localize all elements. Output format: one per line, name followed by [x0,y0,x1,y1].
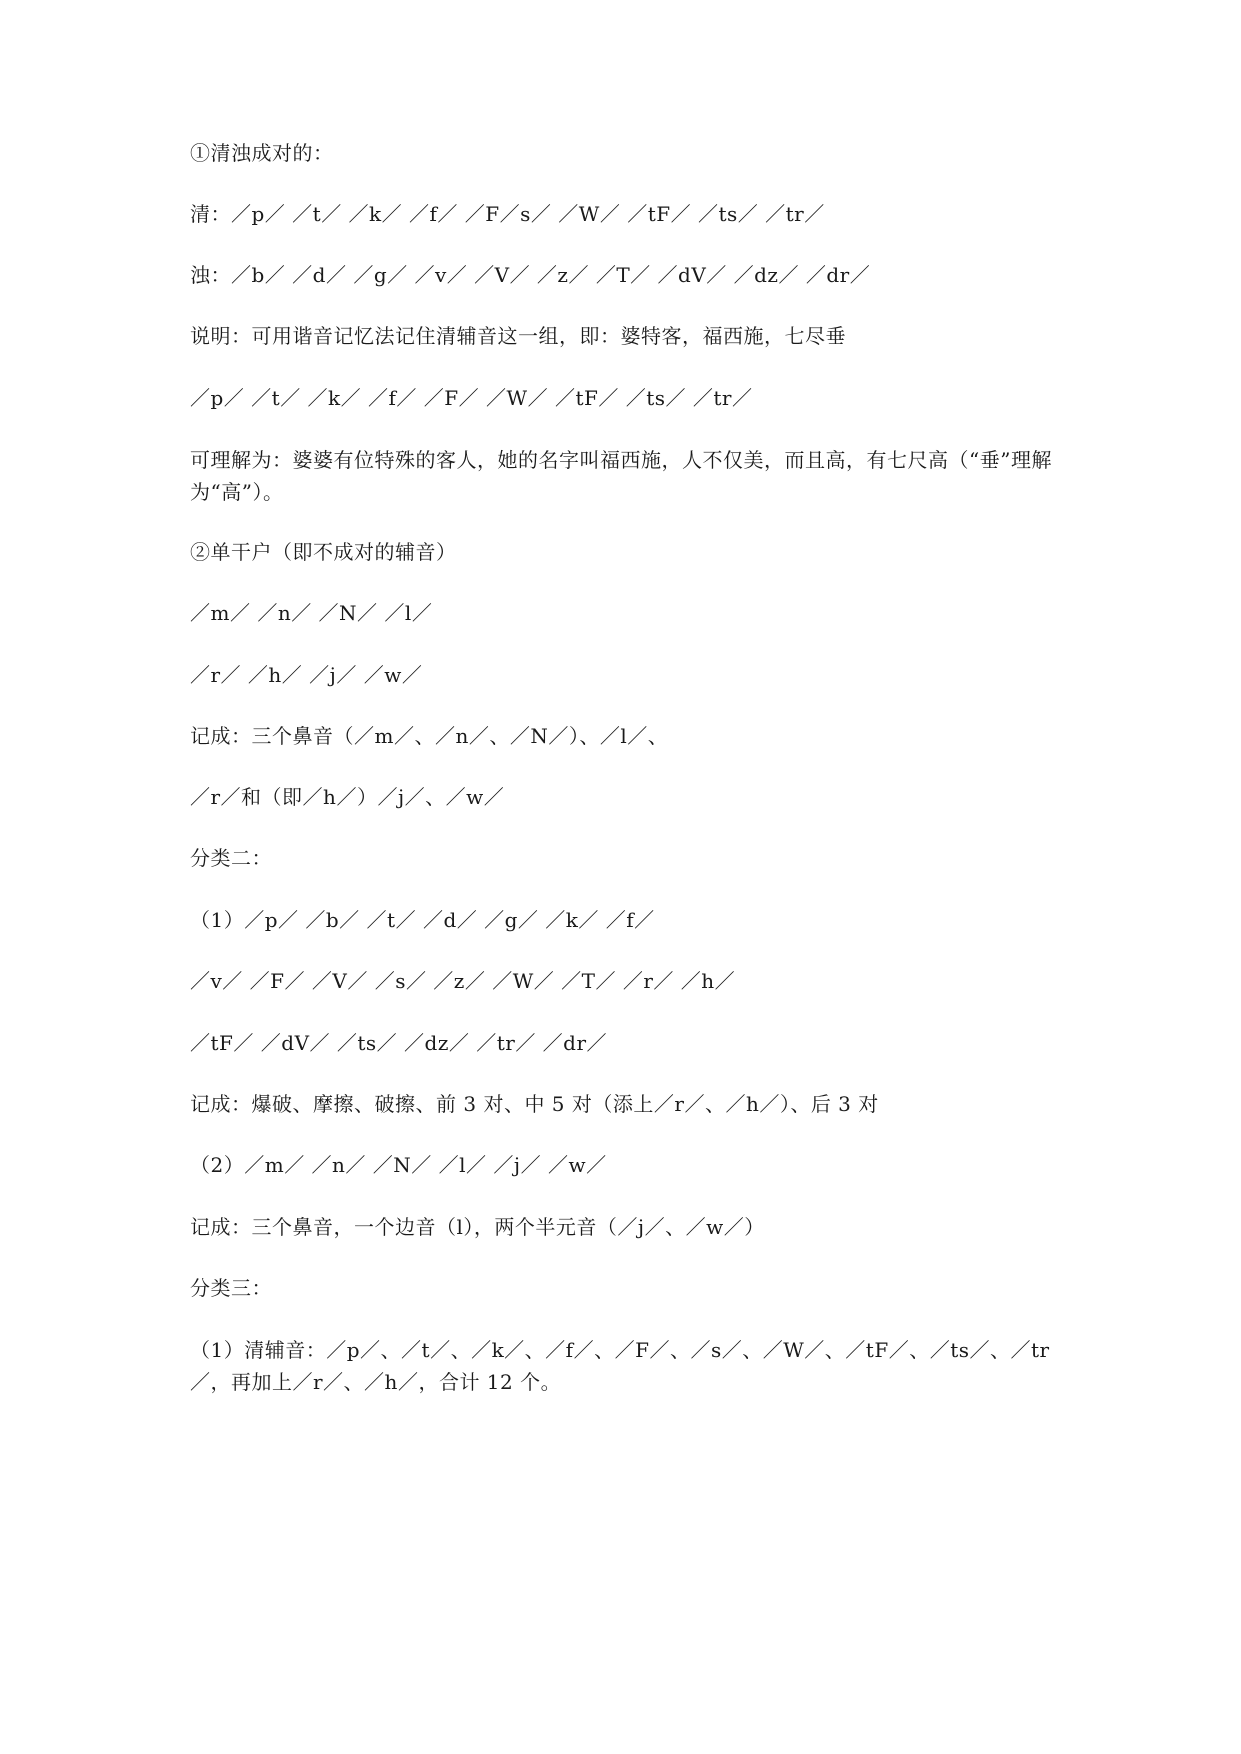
classification-two-group-2: （2）／m／ ／n／ ／N／ ／l／ ／j／ ／w／ [190,1153,607,1177]
mnemonic-symbols: ／p／ ／t／ ／k／ ／f／ ／F／ ／W／ ／tF／ ／ts／ ／tr／ [190,386,753,410]
classification-two-group-1-memo: 记成：爆破、摩擦、破擦、前 3 对、中 5 对（添上／r／、／h／）、后 3 对 [190,1092,879,1116]
classification-two-group-1-line-1: （1）／p／ ／b／ ／t／ ／d／ ／g／ ／k／ ／f／ [190,908,655,932]
voiced-consonants-line: 浊：／b／ ／d／ ／g／ ／v／ ／V／ ／z／ ／T／ ／dV／ ／dz／ ／dr／ [190,263,871,287]
heading-classification-three: 分类三： [190,1276,272,1300]
unpaired-memo-line-1: 记成：三个鼻音（／m／、／n／、／N／）、／l／、 [190,724,669,748]
classification-three-voiceless: （1）清辅音：／p／、／t／、／k／、／f／、／F／、／s／、／W／、／tF／、／ts／、／tr／，再加上／r／、／h／，合计 12 个。 [190,1338,1050,1394]
classification-two-group-1-line-3: ／tF／ ／dV／ ／ts／ ／dz／ ／tr／ ／dr／ [190,1031,608,1055]
mnemonic-explanation: 说明：可用谐音记忆法记住清辅音这一组，即：婆特客，福西施，七尽垂 [190,324,846,348]
voiceless-consonants-line: 清：／p／ ／t／ ／k／ ／f／ ／F／s／ ／W／ ／tF／ ／ts／ ／tr／ [190,202,825,226]
mnemonic-interpretation: 可理解为：婆婆有位特殊的客人，她的名字叫福西施，人不仅美，而且高，有七尺高（“垂”理解为“高”）。 [190,448,1052,504]
heading-classification-two: 分类二： [190,846,272,870]
unpaired-line-1: ／m／ ／n／ ／N／ ／l／ [190,601,433,625]
unpaired-memo-line-2: ／r／和（即／h／）／j／、／w／ [190,785,505,809]
classification-two-group-2-memo: 记成：三个鼻音，一个边音（l），两个半元音（／j／、／w／） [190,1215,765,1239]
unpaired-line-2: ／r／ ／h／ ／j／ ／w／ [190,663,423,687]
heading-unpaired-consonants: ②单干户（即不成对的辅音） [190,540,457,564]
heading-voiceless-voiced-pairs: ①清浊成对的： [190,141,334,165]
classification-two-group-1-line-2: ／v／ ／F／ ／V／ ／s／ ／z／ ／W／ ／T／ ／r／ ／h／ [190,969,736,993]
